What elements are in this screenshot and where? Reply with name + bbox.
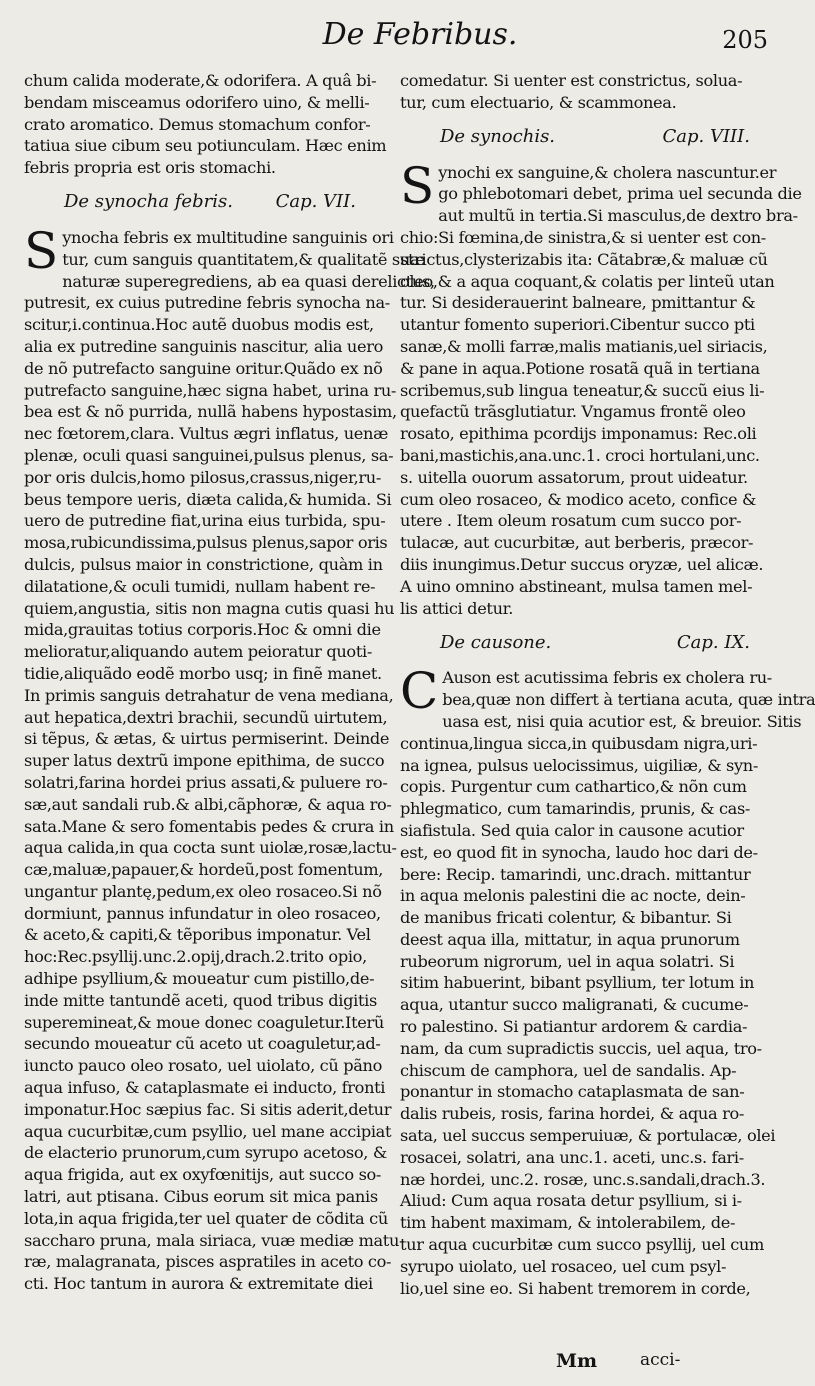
text-line: crato aromatico. Demus stomachum confor- [24,114,371,134]
left-intro [24,70,386,179]
catchword: acci- [640,1350,681,1370]
text-line: bere: Recip. tamarindi, unc.drach. mittantur [400,864,751,884]
text-line: A uino omnino abstineant, mulsa tamen mel- [400,576,753,596]
text-line: oleo,& a aqua coquant,& colatis per linteũ utan [400,271,775,291]
text-line: cæ,maluæ,papauer,& hordeũ,post fomentum, [24,860,384,880]
text-line: utantur fomento superiori.Cibentur succo pti [400,315,755,335]
text-line: dulcis, pulsus maior in constrictione, quàm in [24,554,383,574]
text-line: chio:Si fœmina,de sinistra,& si uenter est con- [400,227,766,247]
text-line: rosacei, solatri, ana unc.1. aceti, unc.s. fari- [400,1147,744,1167]
page-number: 205 [722,26,768,54]
text-line: adhipe psyllium,& moueatur cum pistillo,de- [24,969,375,989]
text-line: de manibus fricati colentur, & bibantur. Si [400,908,732,928]
section-lines [400,662,815,1299]
running-title: De Febribus. [322,17,518,52]
section-lines [24,221,435,1295]
text-line: ungantur plantę,pedum,ex oleo rosaceo.Si nõ [24,881,382,901]
text-line: ræ, malagranata, pisces aspratiles in aceto co- [24,1252,392,1272]
text-line: ynocha febris ex multitudine sanguinis ori [62,227,394,247]
text-line: dilatatione,& oculi tumidi, nullam habent re- [24,576,376,596]
text-line: bea,quæ non differt à tertiana acuta, quæ intra [442,690,815,710]
text-line: tur. Si desiderauerint balneare, pmittantur & [400,293,756,313]
text-line: utere . Item oleum rosatum cum succo por- [400,511,742,531]
section-title: De synochis. [440,126,556,148]
signature-mark: Mm [556,1350,598,1372]
text-line: siafistula. Sed quia calor in causone acutior [400,820,744,840]
text-line: In primis sanguis detrahatur de vena mediana, [24,685,394,705]
text-line: secundo moueatur cũ aceto ut coaguletur,ad- [24,1034,381,1054]
text-line: beus tempore ueris, diæta calida,& humida. Si [24,489,392,509]
text-line: solatri,farina hordei prius assati,& puluere ro- [24,772,388,792]
text-line: melioratur,aliquando autem peioratur quoti- [24,642,372,662]
text-line: tur aqua cucurbitæ cum succo psyllij, uel cum [400,1235,764,1255]
text-line: tur, cum electuario, & scammonea. [400,92,677,112]
text-line: super latus dextrũ impone epithima, de succo [24,751,385,771]
text-line: febris propria est oris stomachi. [24,158,276,178]
text-line: por oris dulcis,homo pilosus,crassus,niger,ru- [24,467,381,487]
text-line: imponatur.Hoc sæpius fac. Si sitis aderit,detur [24,1099,392,1119]
text-line: bea est & nõ purrida, nullã habens hypostasim, [24,402,397,422]
section-lines [400,156,802,620]
chapter-number: Cap. VIII. [662,126,750,148]
text-line: tulacæ, aut cucurbitæ, aut berberis, præcor- [400,533,754,553]
text-line: sata, uel succus semperuiuæ, & portulacæ, olei [400,1126,776,1146]
text-line: scribemus,sub lingua teneatur,& succũ eius li- [400,380,765,400]
text-line: strictus,clysterizabis ita: Cãtabræ,& maluæ cũ [400,249,768,269]
text-line: diis inungimus.Detur succus oryzæ, uel alicæ. [400,554,764,574]
text-line: dalis rubeis, rosis, farina hordei, & aqua ro- [400,1104,745,1124]
text-line: lota,in aqua frigida,ter uel quater de cõdita cũ [24,1208,388,1228]
text-line: saccharo pruna, mala siriaca, vuæ mediæ matu- [24,1230,405,1250]
text-line: comedatur. Si uenter est constrictus, solua- [400,71,743,90]
text-line: mosa,rubicundissima,pulsus plenus,sapor oris [24,533,388,553]
text-line: superemineat,& moue donec coaguletur.Iterũ [24,1012,384,1032]
left-column [24,70,435,1295]
text-line: aqua, utantur succo maligranati, & cucume- [400,995,749,1015]
chapter-number: Cap. IX. [676,631,750,653]
text-line: tim habent maximam, & intolerabilem, de- [400,1213,736,1233]
section-heading-synochis [400,120,780,154]
text-line: aut multũ in tertia.Si masculus,de dextro bra- [438,206,798,226]
chapter-number: Cap. VII. [275,191,356,213]
text-line: go phlebotomari debet, prima uel secunda die [438,184,802,204]
text-line: sitim habuerint, bibant psyllium, ter lotum in [400,973,755,993]
section-heading-causone [400,625,780,659]
text-line: dormiunt, pannus infundatur in oleo rosaceo, [24,903,381,923]
text-line: quefactũ trãsglutiatur. Vngamus frontẽ oleo [400,402,746,422]
right-column [400,70,815,1299]
text-line: cti. Hoc tantum in aurora & extremitate diei [24,1274,373,1294]
text-line: tatiua siue cibum seu potiunculam. Hæc enim [24,136,387,156]
text-line: aqua cucurbitæ,cum psyllio, uel mane accipiat [24,1121,392,1141]
text-line: sata.Mane & sero fomentabis pedes & crura in [24,816,394,836]
text-line: chiscum de camphora, uel de sandalis. Ap- [400,1060,737,1080]
text-line: si tẽpus, & ætas, & uirtus permiserint. Deinde [24,729,390,749]
text-line: rubeorum nigrorum, uel in aqua solatri. Si [400,951,735,971]
section-heading-synocha [24,185,386,219]
text-line: na ignea, pulsus uelocissimus, uigiliæ, & syn- [400,755,758,775]
drop-cap: S [24,221,59,280]
text-line: uero de putredine fiat,urina eius turbida, spu- [24,511,386,531]
text-line: næ hordei, unc.2. rosæ, unc.s.sandali,drach.3. [400,1169,766,1189]
drop-cap: C [400,662,439,721]
text-line: est, eo quod fit in synocha, laudo hoc dari de- [400,842,758,862]
section-body-synocha [24,221,435,1295]
text-line: tur, cum sanguis quantitatem,& qualitatẽ suæ [62,249,425,269]
text-line: plenæ, oculi quasi sanguinei,pulsus plenus, sa- [24,445,394,465]
text-line: lis attici detur. [400,598,514,618]
text-line: scitur,i.continua.Hoc autẽ duobus modis est, [24,315,374,335]
text-line: quiem,angustia, sitis non magna cutis quasi hu [24,598,395,618]
section-title: De causone. [440,631,552,653]
text-line: mida,grauitas totius corporis.Hoc & omni die [24,620,381,640]
right-intro [400,70,780,114]
text-line: Auson est acutissima febris ex cholera ru- [442,668,772,688]
text-line: aqua frigida, aut ex oxyfœnitijs, aut succo so- [24,1165,382,1185]
text-line: syrupo uiolato, uel rosaceo, uel cum psyl- [400,1256,727,1276]
text-line: chum calida moderate,& odorifera. A quâ bi- [24,71,377,90]
drop-cap: S [400,156,435,215]
text-line: putrefacto sanguine,hæc signa habet, urina ru- [24,380,397,400]
text-line: continua,lingua sicca,in quibusdam nigra,uri- [400,733,758,753]
text-line: putresit, ex cuius putredine febris synocha na- [24,293,390,313]
text-line: de elacterio prunorum,cum syrupo acetoso, & [24,1143,387,1163]
text-line: nec fœtorem,clara. Vultus ægri inflatus, uenæ [24,424,388,444]
text-line: latri, aut ptisana. Cibus eorum sit mica panis [24,1187,378,1207]
text-line: cum oleo rosaceo, & modico aceto, confice & [400,489,757,509]
text-line: rosato, epithima pcordijs imponamus: Rec.oli [400,424,757,444]
text-line: nam, da cum supradictis succis, uel aqua, tro- [400,1038,762,1058]
text-line: sæ,aut sandali rub.& albi,cãphoræ, & aqua ro- [24,794,392,814]
section-title: De synocha febris. [64,191,233,213]
text-line: alia ex putredine sanguinis nascitur, alia uero [24,336,384,356]
text-line: deest aqua illa, mittatur, in aqua prunorum [400,929,740,949]
text-line: & pane in aqua.Potione rosatã quã in tertiana [400,358,760,378]
text-line: aqua infuso, & cataplasmate ei inducto, fronti [24,1078,386,1098]
text-line: uasa est, nisi quia acutior est, & breuior. Sitis [442,711,802,731]
section-body-causone [400,662,815,1299]
text-line: bendam misceamus odorifero uino, & melli- [24,92,370,112]
text-line: s. uitella ouorum assatorum, prout uideatur. [400,467,748,487]
text-line: Aliud: Cum aqua rosata detur psyllium, si i- [400,1191,742,1211]
text-line: ynochi ex sanguine,& cholera nascuntur.er [438,162,777,182]
text-line: iuncto pauco oleo rosato, uel uiolato, cũ pãno [24,1056,383,1076]
text-line: phlegmatico, cum tamarindis, prunis, & cas- [400,799,751,819]
text-line: ro palestino. Si patiantur ardorem & cardia- [400,1017,748,1037]
text-line: copis. Purgentur cum cathartico,& nõn cum [400,777,747,797]
text-line: hoc:Rec.psyllij.unc.2.opij,drach.2.trito opio, [24,947,367,967]
text-line: lio,uel sine eo. Si habent tremorem in corde, [400,1278,751,1298]
text-line: & aceto,& capiti,& tẽporibus imponatur. Vel [24,925,371,945]
text-line: sanæ,& molli farræ,malis matianis,uel siriacis, [400,336,768,356]
text-line: in aqua melonis palestini die ac nocte, dein- [400,886,746,906]
text-line: de nõ putrefacto sanguine oritur.Quãdo ex nõ [24,358,383,378]
text-line: bani,mastichis,ana.unc.1. croci hortulani,unc. [400,445,760,465]
text-line: inde mitte tantundẽ aceti, quod tribus digitis [24,990,377,1010]
text-line: naturæ superegrediens, ab ea quasi derelictus, [62,271,435,291]
text-line: ponantur in stomacho cataplasmata de san- [400,1082,745,1102]
text-line: aut hepatica,dextri brachii, secundũ uirtutem, [24,707,388,727]
section-body-synochis [400,156,802,620]
text-line: tidie,aliquãdo eodẽ morbo usq; in finẽ manet. [24,663,382,683]
text-line: aqua calida,in qua cocta sunt uiolæ,rosæ,lactu- [24,838,397,858]
